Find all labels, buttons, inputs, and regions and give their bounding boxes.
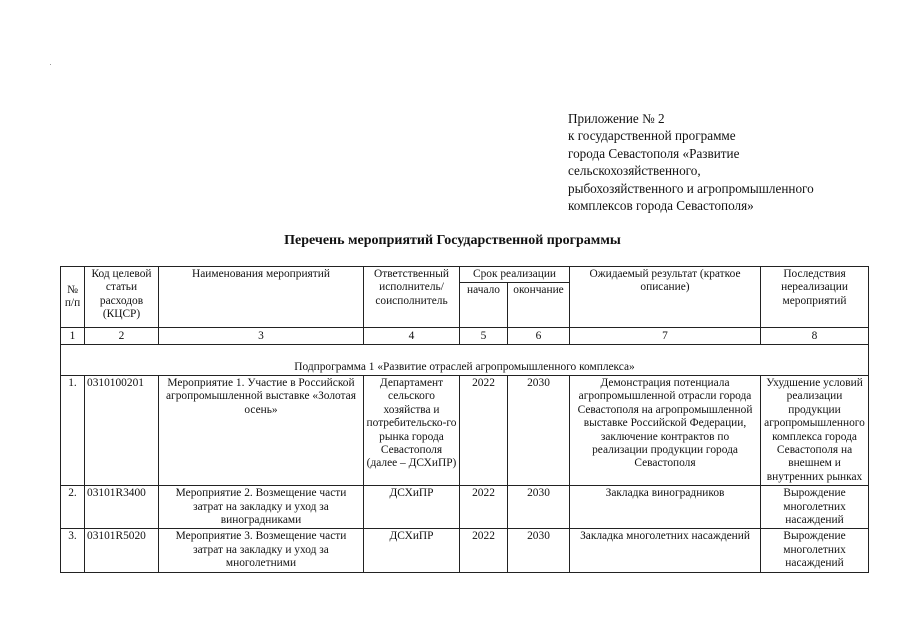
appendix-line: города Севастополя «Развитие [568, 145, 740, 161]
row-name: Мероприятие 3. Возмещение части затрат на закладку и уход за многолетними [159, 529, 364, 572]
row-result: Закладка виноградников [570, 486, 761, 529]
header-row [61, 267, 869, 283]
spacer-cell [61, 345, 869, 359]
header-result: Ожидаемый результат (краткое описание) [570, 267, 761, 328]
subprogram-row [61, 359, 869, 376]
row-result: Демонстрация потенциала агропромышленной отрасли города Севастополя на агропромышленной выставке Российской Федерации, заключение контрактов по реализации продукции города Севастополя [570, 375, 761, 485]
spacer-row [61, 345, 869, 359]
header-code: Код целевой статьи расходов (КЦСР) [85, 267, 159, 328]
header-start: начало [460, 283, 508, 328]
table-row [61, 486, 869, 529]
table-row [61, 529, 869, 572]
appendix-line: к государственной программе [568, 128, 736, 144]
measures-table [60, 266, 869, 573]
header-consequences: Последствия нереализации мероприятий [761, 267, 869, 328]
header-num: № п/п [61, 267, 85, 328]
row-num: 2. [61, 486, 85, 529]
row-name: Мероприятие 2. Возмещение части затрат на закладку и уход за виноградниками [159, 486, 364, 529]
row-name: Мероприятие 1. Участие в Российской агропромышленной выставке «Золотая осень» [159, 375, 364, 485]
row-consequences: Ухудшение условий реализации продукции агропромышленного комплекса города Севастополя на внешнем и внутренних рынках [761, 375, 869, 485]
row-start: 2022 [460, 375, 508, 485]
column-number: 4 [364, 328, 460, 345]
subprogram-title: Подпрограмма 1 «Развитие отраслей агропромышленного комплекса» [61, 359, 869, 376]
row-end: 2030 [508, 529, 570, 572]
row-code: 03101R5020 [85, 529, 159, 572]
column-number: 3 [159, 328, 364, 345]
row-start: 2022 [460, 486, 508, 529]
scan-artifact [50, 64, 51, 65]
row-executor: ДСХиПР [364, 486, 460, 529]
row-code: 03101R3400 [85, 486, 159, 529]
column-number: 8 [761, 328, 869, 345]
row-end: 2030 [508, 375, 570, 485]
column-number: 2 [85, 328, 159, 345]
header-end: окончание [508, 283, 570, 328]
row-code: 0310100201 [85, 375, 159, 485]
row-result: Закладка многолетних насаждений [570, 529, 761, 572]
row-num: 1. [61, 375, 85, 485]
appendix-line: Приложение № 2 [568, 111, 665, 126]
header-period: Срок реализации [460, 267, 570, 283]
row-executor: Департамент сельского хозяйства и потребительско-го рынка города Севастополя (далее – ДСХиПР) [364, 375, 460, 485]
appendix-line: комплексов города Севастополя» [568, 198, 754, 214]
header-name: Наименования мероприятий [159, 267, 364, 328]
column-number: 7 [570, 328, 761, 345]
row-consequences: Вырождение многолетних насаждений [761, 486, 869, 529]
row-executor: ДСХиПР [364, 529, 460, 572]
appendix-line: сельскохозяйственного, [568, 163, 701, 179]
column-number: 5 [460, 328, 508, 345]
column-number: 6 [508, 328, 570, 345]
row-num: 3. [61, 529, 85, 572]
header-executor: Ответственный исполнитель/ соисполнитель [364, 267, 460, 328]
column-number: 1 [61, 328, 85, 345]
column-number-row [61, 328, 869, 345]
table-row [61, 375, 869, 485]
appendix-line: рыбохозяйственного и агропромышленного [568, 180, 814, 196]
row-consequences: Вырождение многолетних насаждений [761, 529, 869, 572]
appendix-note [568, 110, 814, 214]
row-start: 2022 [460, 529, 508, 572]
document-title: Перечень мероприятий Государственной программы [284, 233, 621, 248]
row-end: 2030 [508, 486, 570, 529]
